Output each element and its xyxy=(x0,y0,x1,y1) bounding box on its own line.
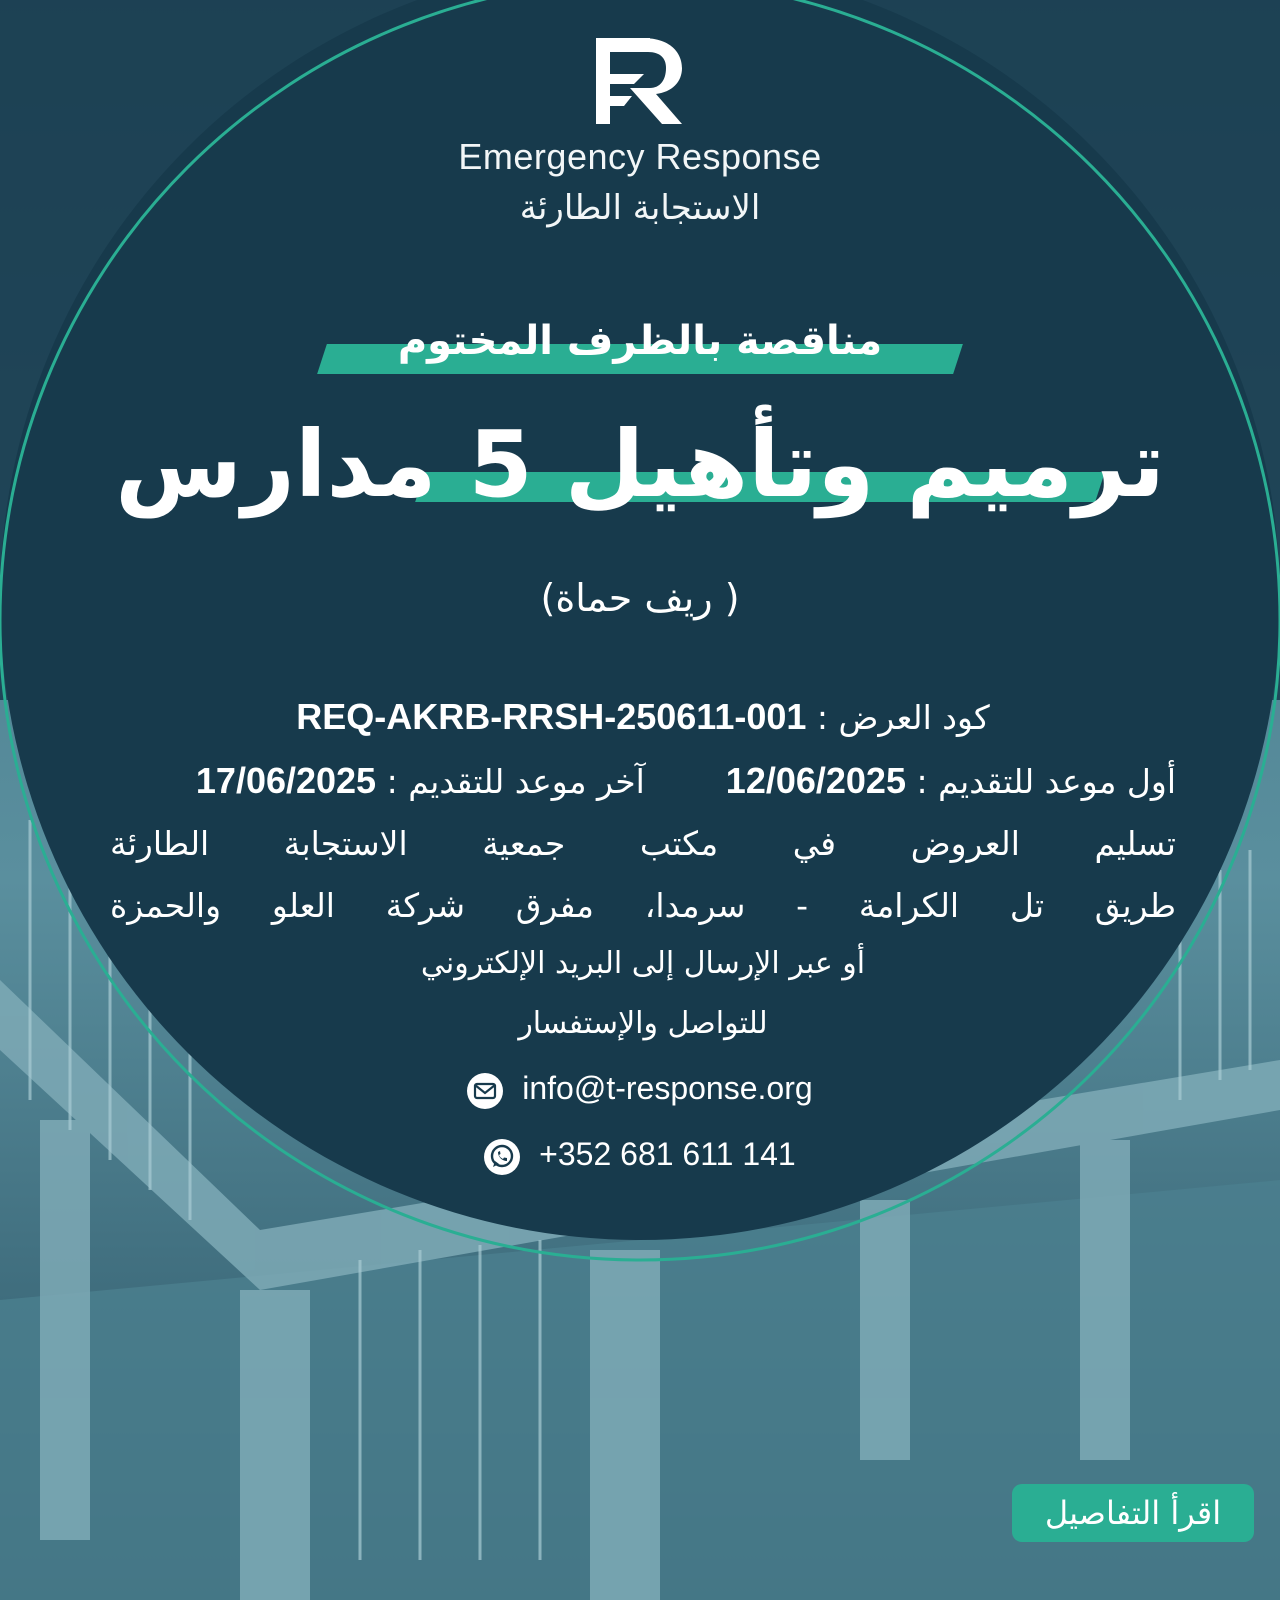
offer-code-value: REQ-AKRB-RRSH-250611-001 xyxy=(296,696,807,737)
phone-number[interactable]: +352 681 611 141 xyxy=(539,1136,796,1172)
delivery-line-1: تسليم العروض في مكتب جمعية الاستجابة الطارئة xyxy=(110,824,1176,863)
page-title: ترميم وتأهيل 5 مدارس xyxy=(115,411,1165,518)
delivery-line-3: أو عبر الإرسال إلى البريد الإلكتروني xyxy=(420,946,866,981)
read-details-button[interactable]: اقرأ التفاصيل xyxy=(1012,1484,1254,1542)
email-row xyxy=(0,1070,1280,1109)
emergency-response-logo xyxy=(590,36,690,126)
dates-row xyxy=(110,760,1176,802)
tender-type-heading: مناقصة بالظرف المختوم xyxy=(397,318,883,364)
offer-code-row xyxy=(110,696,1176,738)
offer-code-label: كود العرض : xyxy=(816,698,990,737)
contact-heading: للتواصل والإستفسار xyxy=(518,1006,768,1041)
email-address[interactable]: info@t-response.org xyxy=(522,1070,813,1106)
phone-row xyxy=(0,1136,1280,1175)
brand-name-arabic: الاستجابة الطارئة xyxy=(519,188,761,228)
whatsapp-icon xyxy=(484,1139,520,1175)
brand-name-english: Emergency Response xyxy=(458,136,822,177)
first-date-value: 12/06/2025 xyxy=(725,760,906,801)
mail-icon xyxy=(467,1073,503,1109)
last-date-label: آخر موعد للتقديم : xyxy=(386,762,645,801)
delivery-line-2: طريق تل الكرامة - سرمدا، مفرق شركة العلو والحمزة xyxy=(110,886,1176,925)
first-date-label: أول موعد للتقديم : xyxy=(916,762,1176,801)
last-date-value: 17/06/2025 xyxy=(195,760,377,801)
location-subtitle: (ريف حماة ) xyxy=(540,576,740,620)
